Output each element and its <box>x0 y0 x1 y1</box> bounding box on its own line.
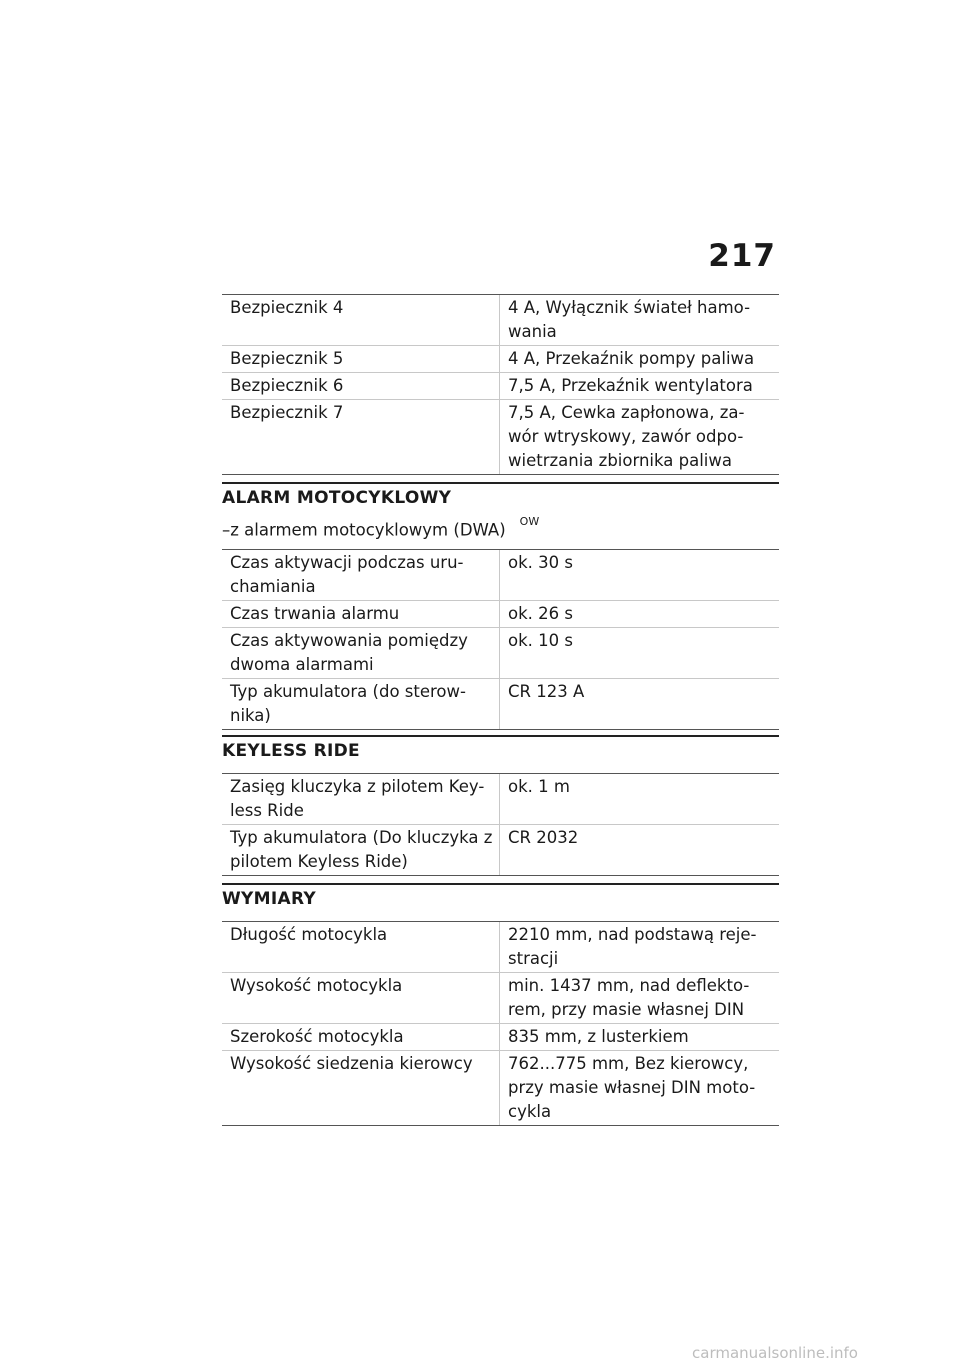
keyless-section <box>222 735 779 876</box>
alarm-note <box>222 508 779 543</box>
table-row <box>222 922 779 973</box>
dimensions-section <box>222 883 779 1126</box>
table-row <box>222 400 779 475</box>
fuses-section <box>222 294 779 475</box>
alarm-table <box>222 549 779 730</box>
note-sup: OW <box>519 515 540 528</box>
section-title: KEYLESS RIDE <box>222 735 779 761</box>
row-label: Wysokość siedzenia kierowcy <box>222 1051 500 1126</box>
section-title: ALARM MOTOCYKLOWY <box>222 482 779 508</box>
table-row <box>222 346 779 373</box>
row-value: ok. 1 m <box>500 774 780 825</box>
row-value: ok. 30 s <box>500 549 780 600</box>
row-value: 7,5 A, Przekaźnik wentylatora <box>500 373 780 400</box>
row-value: CR 123 A <box>500 678 780 729</box>
row-value: 4 A, Przekaźnik pompy paliwa <box>500 346 780 373</box>
dimensions-table <box>222 921 779 1126</box>
row-value: ok. 26 s <box>500 600 780 627</box>
table-row <box>222 678 779 729</box>
row-label: Bezpiecznik 7 <box>222 400 500 475</box>
table-row <box>222 1051 779 1126</box>
row-label: Długość motocykla <box>222 922 500 973</box>
note-text: –z alarmem motocyklowym (DWA) <box>222 520 506 540</box>
section-title: WYMIARY <box>222 883 779 909</box>
row-label: Typ akumulatora (do sterow-nika) <box>222 678 500 729</box>
table-row <box>222 1024 779 1051</box>
row-label: Bezpiecznik 4 <box>222 295 500 346</box>
row-value: CR 2032 <box>500 825 780 876</box>
row-label: Szerokość motocykla <box>222 1024 500 1051</box>
row-label: Bezpiecznik 6 <box>222 373 500 400</box>
fuses-table <box>222 294 779 475</box>
table-row <box>222 774 779 825</box>
row-label: Czas aktywacji podczas uru-chamiania <box>222 549 500 600</box>
watermark-footer[interactable]: carmanualsonline.info <box>692 1344 858 1362</box>
row-value: 7,5 A, Cewka zapłonowa, za-wór wtryskowy, zawór odpo-wietrzania zbiornika paliwa <box>500 400 780 475</box>
row-value: ok. 10 s <box>500 627 780 678</box>
table-row <box>222 627 779 678</box>
row-label: Zasięg kluczyka z pilotem Key-less Ride <box>222 774 500 825</box>
table-row <box>222 973 779 1024</box>
row-label: Czas trwania alarmu <box>222 600 500 627</box>
row-value: min. 1437 mm, nad deflekto-rem, przy masie własnej DIN <box>500 973 780 1024</box>
row-value: 2210 mm, nad podstawą reje-stracji <box>500 922 780 973</box>
row-label: Typ akumulatora (Do kluczyka z pilotem Keyless Ride) <box>222 825 500 876</box>
keyless-table <box>222 773 779 876</box>
row-label: Czas aktywowania pomiędzy dwoma alarmami <box>222 627 500 678</box>
row-value: 4 A, Wyłącznik świateł hamo-wania <box>500 295 780 346</box>
page-number: 217 <box>708 238 776 274</box>
table-row <box>222 825 779 876</box>
row-label: Bezpiecznik 5 <box>222 346 500 373</box>
table-row <box>222 373 779 400</box>
table-row <box>222 295 779 346</box>
table-row <box>222 600 779 627</box>
row-value: 762...775 mm, Bez kierowcy, przy masie własnej DIN moto-cykla <box>500 1051 780 1126</box>
table-row <box>222 549 779 600</box>
alarm-section <box>222 482 779 730</box>
row-label: Wysokość motocykla <box>222 973 500 1024</box>
row-value: 835 mm, z lusterkiem <box>500 1024 780 1051</box>
